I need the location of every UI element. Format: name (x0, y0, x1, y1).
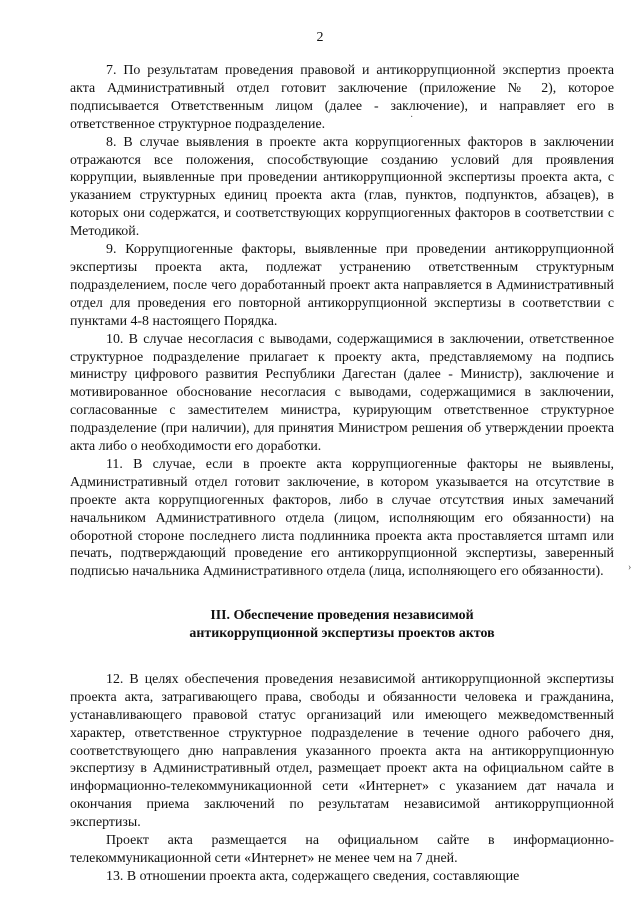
section-heading-line-2: антикоррупционной экспертизы проектов актов (189, 626, 495, 642)
section-heading (70, 607, 614, 643)
scan-speck: · (410, 112, 414, 123)
paragraph-13: 13. В отношении проекта акта, содержащего сведения, составляющие (106, 868, 520, 884)
paragraph-8: 8. В случае выявления в проекте акта коррупциогенных факторов в заключении отражаются все положения, способствующие созданию условий для проявления коррупции, выявленные при проведении антикоррупционной экспертизы проекта акта, с указанием структурных единиц проекта акта (глав, пунктов, подпунктов, абзацев), в которых они содержатся, и соответствующих коррупциогенных факторов в соответствии с Методикой. (70, 134, 614, 240)
paragraph-10: 10. В случае несогласия с выводами, содержащимися в заключении, ответственное структурное подразделение прилагает к проекту акта, представляемому на подпись министру цифрового развития Республики Дагестан (далее - Министр), заключение и мотивированное обоснование несогласия с выводами, содержащимися в заключении, согласованные с заместителем министра, курирующим ответственное структурное подразделение (при наличии), для принятия Министром решения об утверждении проекта акта либо о необходимости его доработки. (70, 331, 614, 455)
page-number: 2 (316, 30, 324, 45)
paragraph-12-continuation: Проект акта размещается на официальном сайте в информационно-телекоммуникационной сети «Интернет» не менее чем на 7 дней. (70, 833, 614, 866)
paragraph-7: 7. По результатам проведения правовой и антикоррупционной экспертиз проекта акта Административный отдел готовит заключение (приложение № 2), которое подписывается Ответственным лицом (далее - заключение), и направляет его в ответственное структурное подразделение. (70, 63, 614, 132)
paragraph-9: 9. Коррупциогенные факторы, выявленные при проведении антикоррупционной экспертизы проекта акта, подлежат устранению ответственным структурным подразделением, после чего доработанный проект акта направляется в Административный отдел для проведения его повторной антикоррупционной экспертизы в соответствии с пунктами 4-8 настоящего Порядка. (70, 242, 614, 329)
scan-speck: › (628, 562, 632, 573)
document-body (70, 62, 614, 886)
paragraph-12: 12. В целях обеспечения проведения независимой антикоррупционной экспертизы проекта акта, затрагивающего права, свободы и обязанности человека и гражданина, устанавливающего правовой статус организаций или имеющего межведомственный характер, ответственное структурное подразделение в течение одного рабочего дня, соответствующего дню направления указанного проекта акта на антикоррупционную экспертизу в Административный отдел, размещает проект акта на официальном сайте в информационно-телекоммуникационной сети «Интернет» с указанием дат начала и окончания приема заключений по результатам независимой антикоррупционной экспертизы. (70, 671, 614, 831)
section-heading-line-1: III. Обеспечение проведения независимой (210, 608, 474, 624)
paragraph-11: 11. В случае, если в проекте акта коррупциогенные факторы не выявлены, Административный отдел готовит заключение, в котором указывается на отсутствие в проекте акта коррупциогенных факторов, либо в случае отсутствия иных замечаний начальником Административного отдела (лицом, исполняющим его обязанности) на оборотной стороне последнего листа подлинника проекта акта проставляется штамп или печать, подтверждающий проведение его антикоррупционной экспертизы, заверенный подписью начальника Административного отдела (лица, исполняющего его обязанности). (70, 456, 614, 580)
